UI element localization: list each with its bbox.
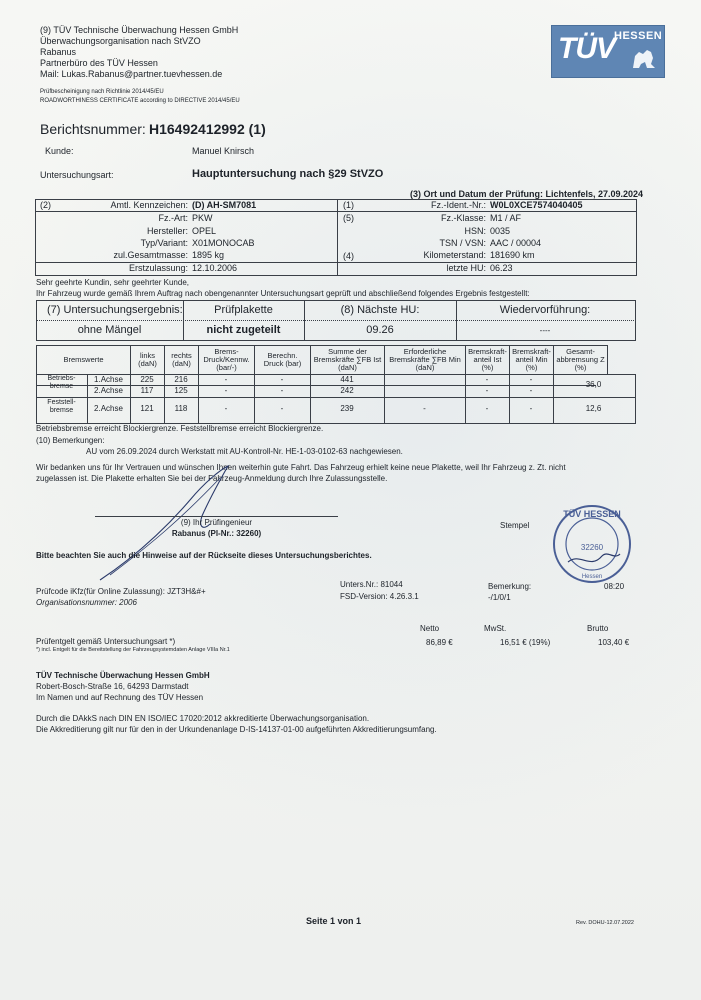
brake-share-min: - <box>529 386 533 395</box>
mileage-value: 181690 km <box>490 250 535 260</box>
plate-value: (D) AH-SM7081 <box>192 200 257 210</box>
next-hu-label: (8) Nächste HU: <box>340 304 420 316</box>
result-rule <box>36 320 636 321</box>
inspector-label: (9) Ihr Prüfingenieur <box>180 518 253 527</box>
brake-sum: 242 <box>340 386 354 395</box>
brake-calc: - <box>280 386 284 395</box>
issuer-line: Partnerbüro des TÜV Hessen <box>40 58 158 68</box>
axle: 1.Achse <box>94 375 123 384</box>
stamp-top-text: TÜV HESSEN <box>563 509 621 519</box>
last-hu-value: 06.23 <box>490 263 513 273</box>
brake-left: 121 <box>140 404 154 413</box>
brake-pressure: - <box>224 404 228 413</box>
axle: 2.Achse <box>94 404 123 413</box>
greeting-line: Ihr Fahrzeug wurde gemäß Ihrem Auftrag nach obengenannter Untersuchungsart geprüft und abschließend folgendes Ergebnis festgestellt: <box>36 289 530 298</box>
tag: (5) <box>343 213 354 223</box>
parking-brake-label: Feststell-bremse <box>47 399 76 414</box>
class-label: Fz.-Klasse: <box>440 213 486 223</box>
next-hu-value: 09.26 <box>366 324 394 336</box>
tsn-label: TSN / VSN: <box>439 238 486 248</box>
brake-table <box>36 345 608 375</box>
vehicle-type-value: PKW <box>192 213 213 223</box>
greeting-line: Sehr geehrte Kundin, sehr geehrter Kunde, <box>36 278 189 287</box>
thanks-line: zugelassen ist. Die Plakette erhalten Sie bei der Fahrzeug-Anmeldung durch Ihre Zulassungsstelle. <box>36 474 388 483</box>
brake-share: - <box>485 375 489 384</box>
footer-address: Robert-Bosch-Straße 16, 64293 Darmstadt <box>36 682 189 691</box>
unters-nr: Unters.Nr.: 81044 <box>340 580 403 589</box>
brake-header: Summe der Bremskräfte ∑FB Ist (daN) <box>311 346 385 375</box>
sticker-label: Prüfplakette <box>214 304 273 316</box>
pruefcode: Prüfcode iKfz(für Online Zulassung): JZT3H&#+ <box>36 587 206 596</box>
brake-col <box>384 374 385 423</box>
brake-header: Berechn. Druck (bar) <box>255 346 311 375</box>
mwst-header: MwSt. <box>484 624 507 633</box>
tag: (4) <box>343 251 354 261</box>
brake-left: 117 <box>140 386 154 395</box>
model-value: X01MONOCAB <box>192 238 255 248</box>
footer-company: TÜV Technische Überwachung Hessen GmbH <box>36 671 210 680</box>
bemerkung-label: Bemerkung: <box>488 582 532 591</box>
first-reg-value: 12.10.2006 <box>192 263 238 273</box>
service-brake-label: Betriebs-bremse <box>47 375 76 390</box>
signature-graphic <box>70 440 310 590</box>
inspection-type-label: Untersuchungsart: <box>40 170 114 180</box>
brake-sum: 441 <box>340 375 354 384</box>
plate-label: Amtl. Kennzeichen: <box>110 200 188 210</box>
manufacturer-value: OPEL <box>192 226 217 236</box>
signature-line <box>95 516 338 517</box>
brake-header: Erforderliche Bremskräfte ∑FB Min (daN) <box>385 346 466 375</box>
issuer-block <box>40 25 238 80</box>
stamp-graphic <box>550 502 634 586</box>
result-label: (7) Untersuchungsergebnis: <box>47 304 183 316</box>
customer-name: Manuel Knirsch <box>192 146 255 156</box>
brake-right: 216 <box>174 375 188 384</box>
vin-label: Fz.-Ident.-Nr.: <box>430 200 486 210</box>
brake-row-rule <box>36 397 636 398</box>
revision: Rev. DOHU-12.07.2022 <box>576 920 634 926</box>
z-parking: 12,6 <box>585 404 602 413</box>
issuer-line: (9) TÜV Technische Überwachung Hessen GmbH <box>40 25 239 35</box>
first-reg-label: Erstzulassung: <box>128 263 188 273</box>
brake-header: rechts (daN) <box>165 346 199 375</box>
thanks-line: Wir bedanken uns für Ihr Vertrauen und wünschen Ihnen weiterhin gute Fahrt. Das Fahrzeug erhielt keine neue Plakette, weil Ihr Fahrzeug z. Zt. nicht <box>36 463 566 472</box>
brake-header: Bremskraft-anteil Min (%) <box>510 346 554 375</box>
fee-label: Prüfentgelt gemäß Untersuchungsart *) <box>36 637 176 646</box>
class-value: M1 / AF <box>490 213 522 223</box>
report-number-label: Berichtsnummer: <box>40 121 146 137</box>
cert-line-1: Prüfbescheinigung nach Richtlinie 2014/45/EU <box>40 89 164 95</box>
footer-behalf: Im Namen und auf Rechnung des TÜV Hessen <box>36 693 204 702</box>
fee-netto: 86,89 € <box>426 638 453 647</box>
vehicle-type-label: Fz.-Art: <box>158 213 188 223</box>
last-hu-label: letzte HU: <box>446 263 486 273</box>
brake-calc: - <box>280 375 284 384</box>
brake-left: 225 <box>140 375 154 384</box>
brake-header: Bremswerte <box>37 346 131 375</box>
tag: (2) <box>40 200 51 210</box>
page-number: Seite 1 von 1 <box>306 916 362 926</box>
brake-share-min: - <box>529 375 533 384</box>
fsd-version: FSD-Version: 4.26.3.1 <box>340 592 419 601</box>
time: 08:20 <box>604 582 625 591</box>
brake-min: - <box>423 404 426 413</box>
result-value: ohne Mängel <box>77 324 142 336</box>
sticker-value: nicht zugeteilt <box>206 324 281 336</box>
customer-label: Kunde: <box>45 146 74 156</box>
stamp-bottom-text: Hessen <box>581 574 603 580</box>
mass-value: 1895 kg <box>192 250 225 260</box>
netto-header: Netto <box>420 624 440 633</box>
logo-text: TÜV <box>558 32 615 65</box>
inspector-name: Rabanus (Pl-Nr.: 32260) <box>171 529 262 538</box>
issuer-line: Rabanus <box>40 47 77 57</box>
z-service: 36,0 <box>585 380 602 389</box>
cert-line-2: ROADWORTHINESS CERTIFICATE according to DIRECTIVE 2014/45/EU <box>40 98 240 104</box>
vin-value: W0L0XCE7574040405 <box>490 200 583 210</box>
brake-pressure: - <box>224 386 228 395</box>
brake-sum: 239 <box>340 404 354 413</box>
brake-share: - <box>485 404 489 413</box>
accreditation-line: Die Akkreditierung gilt nur für den in der Urkundenanlage D-IS-14137-01-00 aufgeführten Akkreditierungsumfang. <box>36 725 437 734</box>
brake-calc: - <box>280 404 284 413</box>
org-number: Organisationsnummer: 2006 <box>36 598 137 607</box>
manufacturer-label: Hersteller: <box>146 226 188 236</box>
brake-right: 118 <box>174 404 188 413</box>
lion-icon <box>629 46 659 72</box>
tag: (1) <box>343 200 354 210</box>
hsn-value: 0035 <box>490 226 511 236</box>
reinspection-label: Wiedervorführung: <box>499 304 591 316</box>
stamp-label: Stempel <box>500 521 530 530</box>
accreditation-line: Durch die DAkkS nach DIN EN ISO/IEC 17020:2012 akkreditierte Überwachungsorganisation. <box>36 714 370 723</box>
brake-header: links (daN) <box>131 346 165 375</box>
brake-share-min: - <box>529 404 533 413</box>
remarks-line: AU vom 26.09.2024 durch Werkstatt mit AU-Kontroll-Nr. HE-1-03-0102-63 nachgewiesen. <box>86 447 403 456</box>
bemerkung-value: -/1/0/1 <box>488 593 511 602</box>
brake-header: Brems-Druck/Kennw. (bar/-) <box>199 346 255 375</box>
brake-header: Bremskraft-anteil Ist (%) <box>466 346 510 375</box>
issuer-line: Mail: Lukas.Rabanus@partner.tuevhessen.de <box>40 69 223 79</box>
fee-brutto: 103,40 € <box>598 638 630 647</box>
mileage-label: Kilometerstand: <box>423 250 486 260</box>
brake-share: - <box>485 386 489 395</box>
logo-sub: HESSEN <box>614 30 663 42</box>
remarks-label: (10) Bemerkungen: <box>36 436 105 445</box>
backside-hint: Bitte beachten Sie auch die Hinweise auf der Rückseite dieses Untersuchungsberichtes. <box>36 551 372 560</box>
inspection-type: Hauptuntersuchung nach §29 StVZO <box>192 168 384 180</box>
report-number: H16492412992 (1) <box>149 121 266 137</box>
fee-footnote: *) incl. Entgelt für die Bereitstellung der Fahrzeugsystemdaten Anlage VIIIa Nr.1 <box>36 647 230 653</box>
brake-pressure: - <box>224 375 228 384</box>
tuev-hessen-logo <box>551 25 665 78</box>
brake-header: Gesamt-abbremsung Z (%) <box>554 346 608 375</box>
brutto-header: Brutto <box>587 624 609 633</box>
mass-label: zul.Gesamtmasse: <box>113 250 188 260</box>
reinspection-value: ---- <box>539 326 551 335</box>
place-date: (3) Ort und Datum der Prüfung: Lichtenfels, 27.09.2024 <box>410 189 644 199</box>
tsn-value: AAC / 00004 <box>490 238 542 248</box>
model-label: Typ/Variant: <box>140 238 188 248</box>
vehicle-table-rule <box>35 211 637 212</box>
issuer-line: Überwachungsorganisation nach StVZO <box>40 36 201 46</box>
axle: 2.Achse <box>94 386 123 395</box>
brake-note: Betriebsbremse erreicht Blockiergrenze. Feststellbremse erreicht Blockiergrenze. <box>36 424 324 433</box>
fee-mwst: 16,51 € (19%) <box>500 638 551 647</box>
hsn-label: HSN: <box>464 226 486 236</box>
stamp-number: 32260 <box>580 543 604 552</box>
brake-right: 125 <box>174 386 188 395</box>
